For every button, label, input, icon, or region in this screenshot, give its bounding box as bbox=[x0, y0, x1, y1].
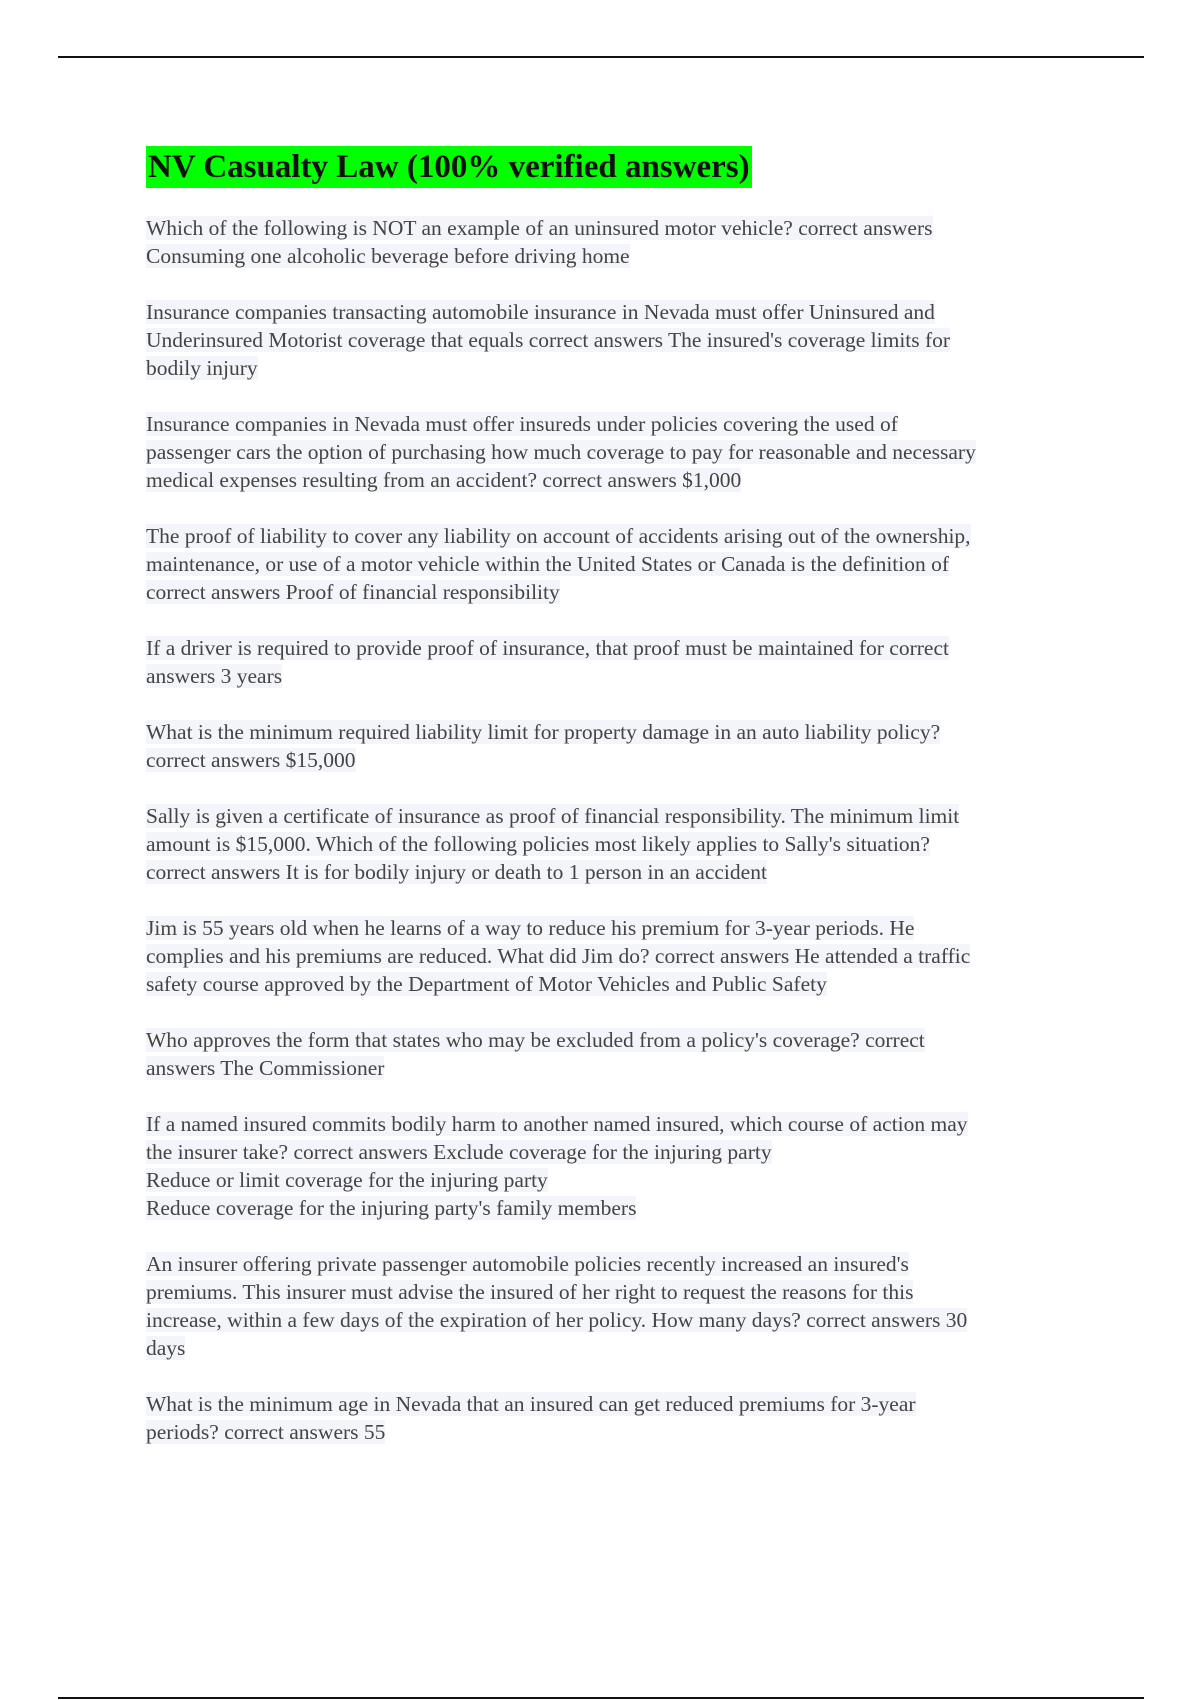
qa-text: What is the minimum required liability limit for property damage in an auto liability policy? correct answers $15,000 bbox=[146, 720, 941, 772]
qa-text: Insurance companies in Nevada must offer insureds under policies covering the used of passenger cars the option of purchasing how much coverage to pay for reasonable and necessary medical expenses resulting from an accident? correct answers $1,000 bbox=[146, 412, 976, 492]
document-title: NV Casualty Law (100% verified answers) bbox=[146, 146, 752, 188]
qa-entry-1 bbox=[146, 214, 1086, 270]
qa-text: If a named insured commits bodily harm to another named insured, which course of action may the insurer take? correct answers Exclude coverage for the injuring party Reduce or limit coverage for the injuring party Reduce coverage for the injuring party's family members bbox=[146, 1112, 968, 1220]
qa-text: Insurance companies transacting automobile insurance in Nevada must offer Uninsured and Underinsured Motorist coverage that equals correct answers The insured's coverage limits for bodily injury bbox=[146, 300, 951, 380]
document-body bbox=[146, 146, 1086, 1474]
qa-entry-5 bbox=[146, 634, 1086, 690]
qa-entry-4 bbox=[146, 522, 1086, 606]
qa-text: Sally is given a certificate of insurance as proof of financial responsibility. The minimum limit amount is $15,000. Which of the following policies most likely applies to Sally's situation? correct answers It is for bodily injury or death to 1 person in an accident bbox=[146, 804, 960, 884]
qa-entry-3 bbox=[146, 410, 1086, 494]
qa-text: What is the minimum age in Nevada that an insured can get reduced premiums for 3-year periods? correct answers 55 bbox=[146, 1392, 916, 1444]
qa-text: If a driver is required to provide proof of insurance, that proof must be maintained for correct answers 3 years bbox=[146, 636, 949, 688]
qa-entry-8 bbox=[146, 914, 1086, 998]
qa-text: An insurer offering private passenger automobile policies recently increased an insured's premiums. This insurer must advise the insured of her right to request the reasons for this increase, within a few days of the expiration of her policy. How many days? correct answers 30 days bbox=[146, 1252, 968, 1360]
title-block bbox=[146, 146, 1086, 188]
qa-entry-2 bbox=[146, 298, 1086, 382]
qa-entry-7 bbox=[146, 802, 1086, 886]
qa-text: Which of the following is NOT an example of an uninsured motor vehicle? correct answers Consuming one alcoholic beverage before driving home bbox=[146, 216, 933, 268]
qa-entry-12 bbox=[146, 1390, 1086, 1446]
bottom-rule bbox=[58, 1697, 1144, 1699]
qa-entry-10 bbox=[146, 1110, 1086, 1222]
qa-entry-6 bbox=[146, 718, 1086, 774]
top-rule bbox=[58, 56, 1144, 58]
qa-text: Who approves the form that states who may be excluded from a policy's coverage? correct answers The Commissioner bbox=[146, 1028, 925, 1080]
qa-text: Jim is 55 years old when he learns of a way to reduce his premium for 3-year periods. He complies and his premiums are reduced. What did Jim do? correct answers He attended a traffic safety course approved by the Department of Motor Vehicles and Public Safety bbox=[146, 916, 971, 996]
qa-text: The proof of liability to cover any liability on account of accidents arising out of the ownership, maintenance, or use of a motor vehicle within the United States or Canada is the definition of correct answers Proof of financial responsibility bbox=[146, 524, 971, 604]
qa-entry-11 bbox=[146, 1250, 1086, 1362]
qa-entry-9 bbox=[146, 1026, 1086, 1082]
